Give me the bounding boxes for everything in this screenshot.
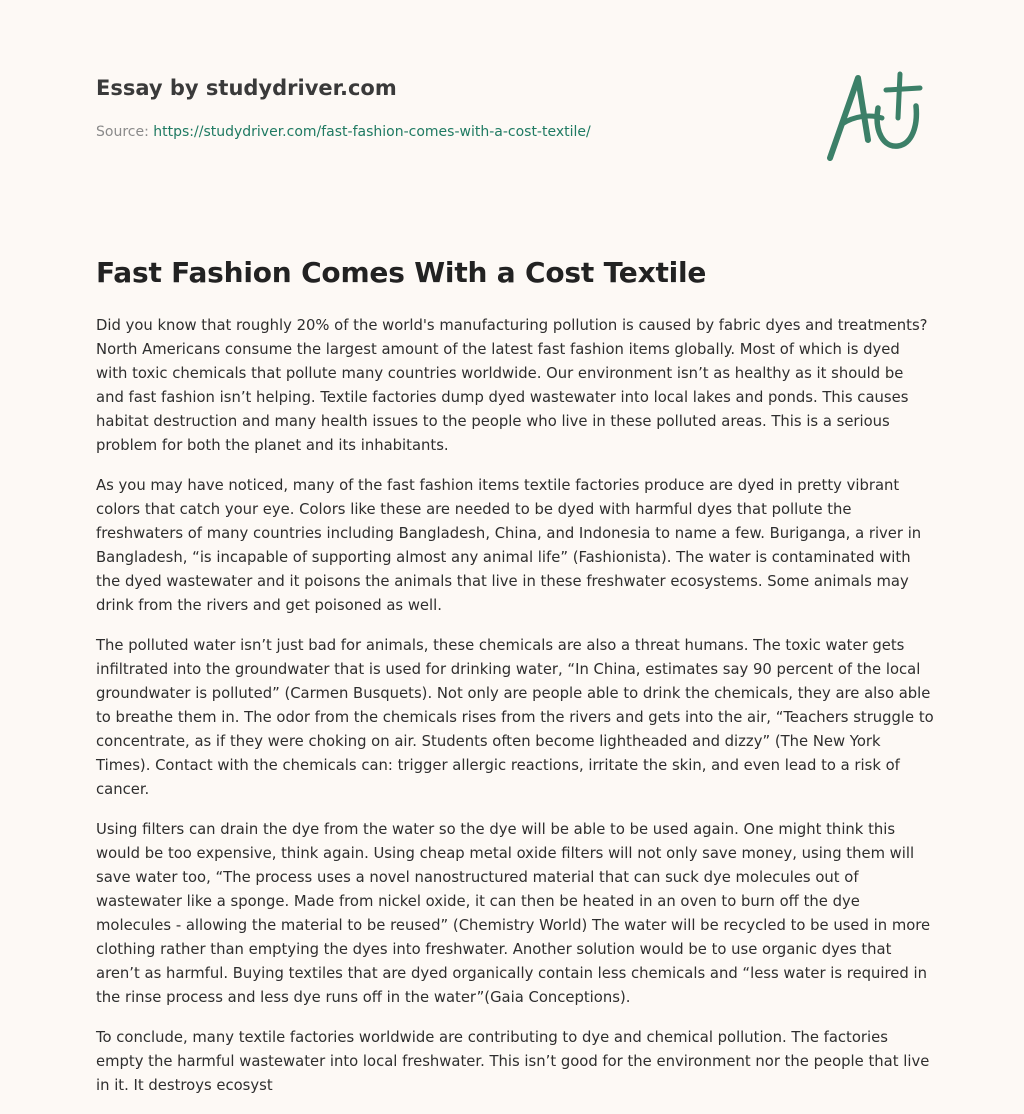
- essay-paragraph: Using filters can drain the dye from the water so the dye will be able to be used again. One might think this would be too expensive, think again. Using cheap metal oxide filters will not only save money, using them will save water too, “The process uses a novel nanostructured material that can suck dye molecules out of wastewater like a sponge. Made from nickel oxide, it can then be heated in an oven to burn off the dye molecules - allowing the material to be reused” (Chemistry World) The water will be recycled to be used in more clothing rather than emptying the dyes into freshwater. Another solution would be to use organic dyes that aren’t as harmful. Buying textiles that are dyed organically contain less chemicals and “less water is required in the rinse process and less dye runs off in the water”(Gaia Conceptions).: [96, 821, 931, 1006]
- source-line: [96, 124, 591, 140]
- essay-paragraph: The polluted water isn’t just bad for animals, these chemicals are also a threat humans. The toxic water gets infiltrated into the groundwater that is used for drinking water, “In China, estimates say 90 percent of the local groundwater is polluted” (Carmen Busquets). Not only are people able to drink the chemicals, they are also able to breathe them in. The odor from the chemicals rises from the rivers and gets into the air, “Teachers struggle to concentrate, as if they were choking on air. Students often become lightheaded and dizzy” (The New York Times). Contact with the chemicals can: trigger allergic reactions, irritate the skin, and even lead to a risk of cancer.: [96, 637, 934, 798]
- source-link[interactable]: https://studydriver.com/fast-fashion-comes-with-a-cost-textile/: [153, 124, 591, 140]
- essay-body: [96, 314, 934, 1114]
- page-header: [96, 0, 934, 200]
- a-plus-logo-icon: [824, 68, 924, 164]
- essay-paragraph: Did you know that roughly 20% of the world's manufacturing pollution is caused by fabric dyes and treatments? North Americans consume the largest amount of the latest fast fashion items globally. Most of which is dyed with toxic chemicals that pollute many countries worldwide. Our environment isn’t as healthy as it should be and fast fashion isn’t helping. Textile factories dump dyed wastewater into local lakes and ponds. This causes habitat destruction and many health issues to the people who live in these polluted areas. This is a serious problem for both the planet and its inhabitants.: [96, 317, 928, 454]
- essay-page: [96, 0, 934, 1094]
- source-label: Source:: [96, 124, 149, 140]
- brand-title: Essay by studydriver.com: [96, 76, 397, 100]
- essay-title: Fast Fashion Comes With a Cost Textile: [96, 256, 707, 289]
- essay-paragraph: To conclude, many textile factories worldwide are contributing to dye and chemical pollution. The factories empty the harmful wastewater into local freshwater. This isn’t good for the environment nor the people that live in it. It destroys ecosyst: [96, 1029, 930, 1094]
- essay-paragraph: As you may have noticed, many of the fast fashion items textile factories produce are dyed in pretty vibrant colors that catch your eye. Colors like these are needed to be dyed with harmful dyes that pollute the freshwaters of many countries including Bangladesh, China, and Indonesia to name a few. Buriganga, a river in Bangladesh, “is incapable of supporting almost any animal life” (Fashionista). The water is contaminated with the dyed wastewater and it poisons the animals that live in these freshwater ecosystems. Some animals may drink from the rivers and get poisoned as well.: [96, 477, 922, 614]
